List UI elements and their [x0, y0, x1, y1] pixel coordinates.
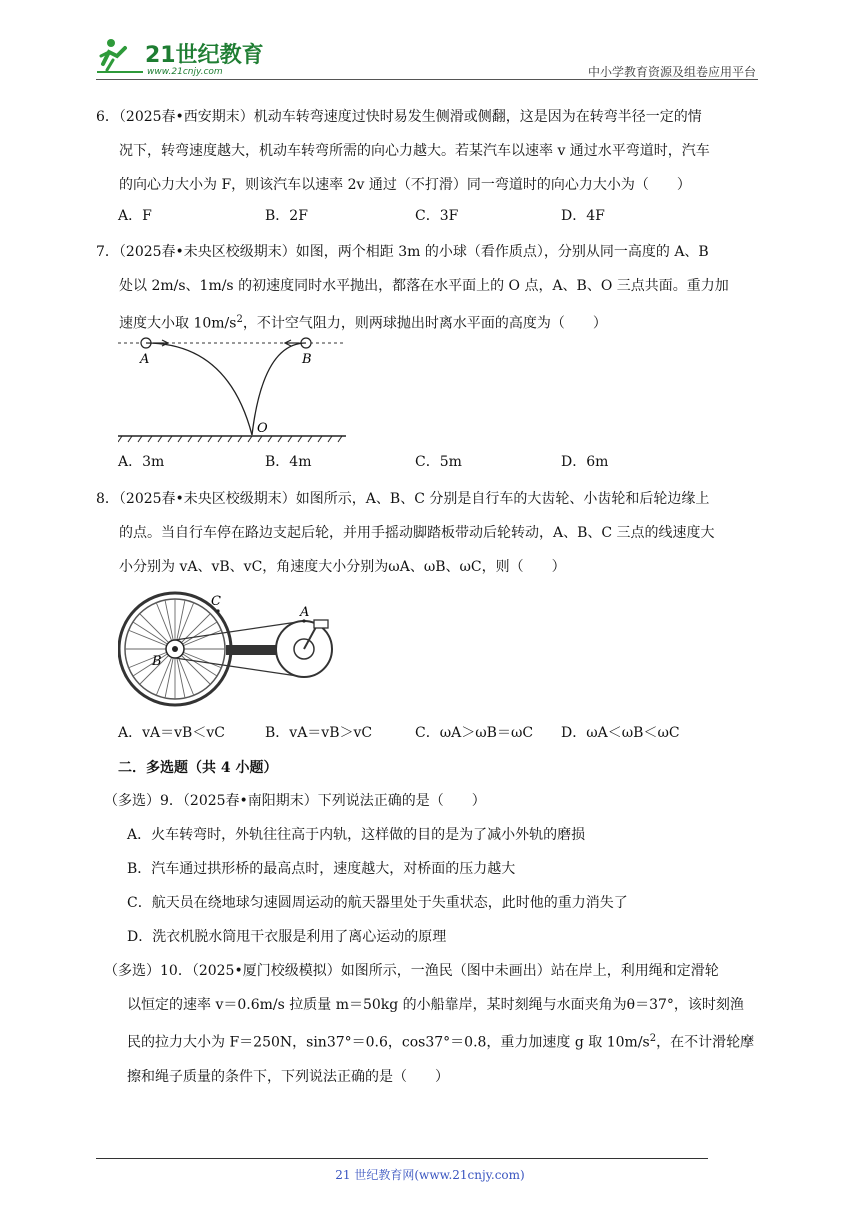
- q6-line-3: 的向心力大小为 F，则该汽车以速率 2v 通过（不打滑）同一弯道时的向心力大小为（ ）: [119, 177, 691, 193]
- q7-options: [118, 451, 738, 481]
- q7-line-3: 速度大小取 $10m/s^2$，不计空气阻力，则两球抛出时离水平面的高度为（ ）: [119, 314, 607, 332]
- question-9: [104, 784, 776, 954]
- header-platform-name: 中小学教育资源及组卷应用平台: [587, 65, 756, 79]
- q7-option-d[interactable]: D．6m: [561, 454, 609, 470]
- q8-line-1: 8．（2025春•未央区校级期末）如图所示，A、B、C 分别是自行车的大齿轮、小齿轮和后轮边缘上: [96, 491, 710, 507]
- footer-divider: [96, 1158, 708, 1159]
- label-a: A: [300, 605, 310, 620]
- q6-option-d[interactable]: D．4F: [561, 208, 605, 224]
- site-logo: [95, 34, 265, 78]
- question-10: [104, 954, 776, 1094]
- q9-option-a[interactable]: A．火车转弯时，外轨往往高于内轨，这样做的目的是为了减小外轨的磨损: [127, 827, 586, 843]
- q8-line-3: 小分别为 vA、vB、vC，角速度大小分别为ωA、ωB、ωC，则（ ）: [119, 559, 566, 575]
- label-o: O: [257, 421, 268, 436]
- question-7: [96, 235, 768, 341]
- q8-line-2: 的点。当自行车停在路边支起后轮，并用手摇动脚踏板带动后轮转动，A、B、C 三点的线速度大: [119, 525, 715, 541]
- q7-option-c[interactable]: C．5m: [415, 454, 462, 470]
- q6-options: [118, 205, 738, 235]
- q9-option-b[interactable]: B．汽车通过拱形桥的最高点时，速度越大，对桥面的压力越大: [127, 861, 516, 877]
- runner-icon: [97, 39, 143, 72]
- question-8: [96, 482, 768, 584]
- q8-option-a[interactable]: A．vA＝vB＜vC: [118, 725, 225, 741]
- label-a: A: [140, 352, 150, 367]
- q7-line-2: 处以 2m/s、1m/s 的初速度同时水平抛出，都落在水平面上的 O 点，A、B、O 三点共面。重力加: [119, 278, 729, 294]
- q8-option-c[interactable]: C．ωA＞ωB＝ωC: [415, 725, 534, 741]
- q6-option-c[interactable]: C．3F: [415, 208, 459, 224]
- q6-line-2: 况下，转弯速度越大，机动车转弯所需的向心力越大。若某汽车以速率 v 通过水平弯道时，汽车: [119, 143, 710, 159]
- q9-line-1: （多选）9．（2025春•南阳期末）下列说法正确的是（ ）: [104, 793, 486, 809]
- q10-line-3: 民的拉力大小为 F＝250N，sin37°＝0.6，cos37°＝0.8，重力加速度 g 取 $10m/s^2$，在不计滑轮摩: [127, 1033, 755, 1051]
- q10-line-4: 擦和绳子质量的条件下，下列说法正确的是（ ）: [127, 1068, 449, 1085]
- q9-option-d[interactable]: D．洗衣机脱水筒甩干衣服是利用了离心运动的原理: [127, 929, 447, 945]
- q7-option-a[interactable]: A．3m: [118, 454, 165, 470]
- label-b: B: [152, 654, 162, 669]
- header-divider: [96, 79, 758, 80]
- q7-line-1: 7．（2025春•未央区校级期末）如图，两个相距 3m 的小球（看作质点），分别从同一高度的 A、B: [96, 244, 709, 260]
- footer-site-link[interactable]: 21 世纪教育网(www.21cnjy.com): [335, 1168, 525, 1182]
- label-b: B: [302, 352, 312, 367]
- q8-options: [118, 722, 738, 752]
- svg-text:www.21cnjy.com: www.21cnjy.com: [147, 67, 223, 77]
- q10-line-2: 以恒定的速率 v＝0.6m/s 拉质量 m＝50kg 的小船靠岸，某时刻绳与水面夹角为θ＝37°，该时刻渔: [127, 997, 744, 1013]
- q8-option-b[interactable]: B．vA＝vB＞vC: [265, 725, 373, 741]
- q7-option-b[interactable]: B．4m: [265, 454, 312, 470]
- svg-text:21世纪教育: 21世纪教育: [145, 43, 264, 68]
- question-6: [96, 100, 768, 202]
- q10-line-1: （多选）10．（2025•厦门校级模拟）如图所示，一渔民（图中未画出）站在岸上，利用绳和定滑轮: [104, 963, 719, 979]
- q6-line-1: 6．（2025春•西安期末）机动车转弯速度过快时易发生侧滑或侧翻，这是因为在转弯半径一定的情: [96, 109, 702, 125]
- q6-option-b[interactable]: B．2F: [265, 208, 308, 224]
- q8-option-d[interactable]: D．ωA＜ωB＜ωC: [561, 725, 680, 741]
- bicycle-wheel-figure: [118, 585, 340, 715]
- q9-option-c[interactable]: C．航天员在绕地球匀速圆周运动的航天器里处于失重状态，此时他的重力消失了: [127, 895, 628, 911]
- projectile-figure: [118, 335, 346, 447]
- label-c: C: [211, 594, 221, 609]
- q6-option-a[interactable]: A．F: [118, 208, 152, 224]
- section-heading-multiple-choice: 二．多选题（共 4 小题）: [118, 760, 278, 776]
